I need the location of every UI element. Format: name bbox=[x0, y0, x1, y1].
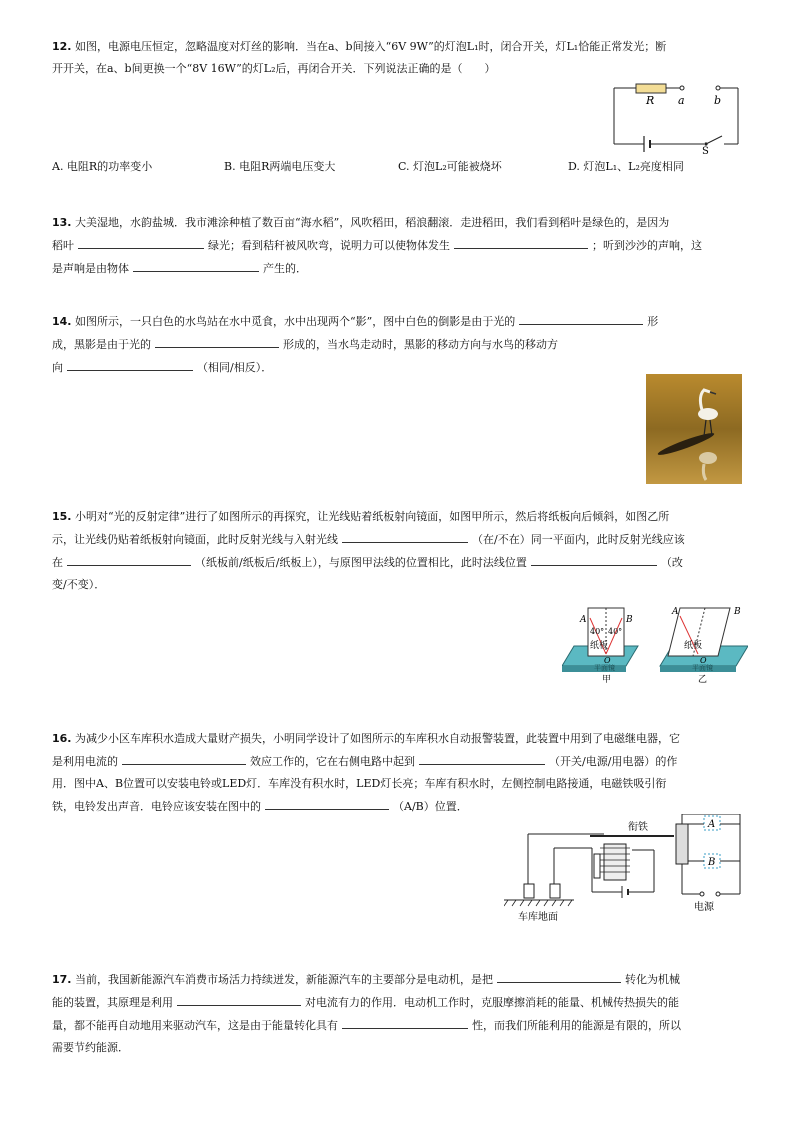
answer-blank[interactable] bbox=[177, 991, 301, 1006]
question-text: 如图所示，一只白色的水鸟站在水中觅食，水中出现两个“影”，图中白色的倒影是由于光的 bbox=[75, 315, 516, 328]
question-text: 产生的． bbox=[263, 262, 307, 275]
answer-blank[interactable] bbox=[519, 310, 643, 325]
alarm-circuit-q16 bbox=[504, 814, 748, 926]
question-16 bbox=[52, 728, 744, 818]
question-text: 稻叶 bbox=[52, 239, 74, 252]
power-label: 电源 bbox=[694, 902, 714, 913]
board-label: 纸板 bbox=[590, 641, 609, 651]
question-text: 对电流有力的作用．电动机工作时，克服摩擦消耗的能量、机械传热损失的能 bbox=[305, 996, 679, 1009]
question-number: 12. bbox=[52, 40, 72, 53]
question-text: 效应工作的，它在右侧电路中起到 bbox=[250, 755, 415, 768]
question-text: 当前，我国新能源汽车消费市场活力持续迸发，新能源汽车的主要部分是电动机，是把 bbox=[75, 973, 493, 986]
answer-blank[interactable] bbox=[122, 750, 246, 765]
label-B: B bbox=[626, 615, 633, 625]
label-A: A bbox=[580, 615, 587, 625]
answer-blank[interactable] bbox=[78, 234, 204, 249]
question-text: 大美湿地，水韵盐城．我市滩涂种植了数百亩“海水稻”，风吹稻田，稻浪翻滚．走进稻田，我们看到稻叶是绿色的，是因为 bbox=[75, 216, 670, 229]
question-text: 是利用电流的 bbox=[52, 755, 118, 768]
label-O: O bbox=[604, 656, 611, 665]
answer-blank[interactable] bbox=[342, 528, 468, 543]
question-text: 变/不变）． bbox=[52, 578, 106, 591]
question-13 bbox=[52, 212, 744, 280]
question-text: ；听到沙沙的声响，这 bbox=[592, 239, 702, 252]
question-text: 形 bbox=[647, 315, 659, 328]
question-text: 铁，电铃发出声音．电铃应该安装在图中的 bbox=[52, 800, 261, 813]
answer-blank[interactable] bbox=[265, 795, 389, 810]
label-R: R bbox=[646, 94, 655, 107]
question-text: （纸板前/纸板后/纸板上），与原图甲法线的位置相比，此时法线位置 bbox=[195, 556, 527, 569]
answer-blank[interactable] bbox=[67, 356, 193, 371]
question-17 bbox=[52, 968, 744, 1059]
label-O: O bbox=[700, 656, 707, 665]
question-text: 小明对“光的反射定律”进行了如图所示的再探究，让光线贴着纸板射向镜面，如图甲所示，然后将纸板向后倾斜，如图乙所 bbox=[75, 510, 670, 523]
question-text: 需要节约能源． bbox=[52, 1041, 129, 1054]
answer-blank[interactable] bbox=[419, 750, 545, 765]
question-text: 为减少小区车库积水造成大量财产损失，小明同学设计了如图所示的车库积水自动报警装置，此装置中用到了电磁继电器，它 bbox=[75, 732, 680, 745]
question-text: 用．图中A、B位置可以安装电铃或LED灯．车库没有积水时，LED灯长亮；车库有积水时，左侧控制电路接通，电磁铁吸引衔 bbox=[52, 777, 667, 790]
question-text: 如图，电源电压恒定，忽略温度对灯丝的影响．当在a、b间接入“6V 9W”的灯泡L₁时，闭合开关，灯L₁恰能正常发光；断 bbox=[75, 40, 667, 53]
angle-label: 40° bbox=[590, 627, 605, 636]
question-12 bbox=[52, 36, 744, 80]
answer-blank[interactable] bbox=[342, 1014, 468, 1029]
question-text: 在 bbox=[52, 556, 63, 569]
question-text: （A/B）位置． bbox=[393, 800, 468, 813]
reflection-diagram-q15 bbox=[562, 600, 748, 684]
answer-blank[interactable] bbox=[155, 333, 279, 348]
label-A: A bbox=[672, 607, 679, 617]
question-text: 绿光；看到秸秆被风吹弯，说明力可以使物体发生 bbox=[208, 239, 450, 252]
question-text: 示，让光线仍贴着纸板射向镜面，此时反射光线与入射光线 bbox=[52, 533, 338, 546]
question-number: 14. bbox=[52, 315, 72, 328]
answer-blank[interactable] bbox=[497, 968, 621, 983]
question-text: （开关/电源/用电器）的作 bbox=[549, 755, 678, 768]
answer-blank[interactable] bbox=[531, 551, 657, 566]
label-a: a bbox=[678, 94, 685, 107]
label-A: A bbox=[708, 819, 716, 830]
label-B: B bbox=[708, 857, 716, 868]
caption-jia: 甲 bbox=[602, 675, 612, 684]
question-text: （在/不在）同一平面内，此时反射光线应该 bbox=[472, 533, 685, 546]
mirror-label: 平面镜 bbox=[594, 664, 615, 672]
option-d[interactable]: D. 灯泡L₁、L₂亮度相同 bbox=[568, 160, 684, 173]
answer-blank[interactable] bbox=[454, 234, 588, 249]
floor-label: 车库地面 bbox=[518, 912, 558, 923]
question-text: （改 bbox=[660, 556, 683, 569]
question-text: 性，而我们所能利用的能源是有限的，所以 bbox=[472, 1019, 681, 1032]
question-text: 成，黑影是由于光的 bbox=[52, 338, 151, 351]
caption-yi: 乙 bbox=[698, 675, 708, 684]
question-text: （相同/相反）． bbox=[197, 361, 273, 374]
label-S: S bbox=[702, 146, 709, 154]
question-number: 13. bbox=[52, 216, 72, 229]
question-14 bbox=[52, 310, 744, 379]
option-b[interactable]: B. 电阻R两端电压变大 bbox=[224, 160, 336, 173]
bird-photo bbox=[646, 374, 742, 484]
question-15 bbox=[52, 506, 744, 596]
option-a[interactable]: A. 电阻R的功率变小 bbox=[52, 160, 153, 173]
question-number: 17. bbox=[52, 973, 72, 986]
circuit-diagram-q12 bbox=[610, 82, 746, 154]
option-c[interactable]: C. 灯泡L₂可能被烧坏 bbox=[398, 160, 502, 173]
question-number: 15. bbox=[52, 510, 72, 523]
answer-blank[interactable] bbox=[133, 257, 259, 272]
question-number: 16. bbox=[52, 732, 72, 745]
question-text: 向 bbox=[52, 361, 63, 374]
answer-blank[interactable] bbox=[67, 551, 191, 566]
question-text: 是声响是由物体 bbox=[52, 262, 129, 275]
label-b: b bbox=[714, 94, 722, 107]
question-text: 形成的，当水鸟走动时，黑影的移动方向与水鸟的移动方 bbox=[283, 338, 558, 351]
question-text: 能的装置，其原理是利用 bbox=[52, 996, 173, 1009]
mirror-label: 平面镜 bbox=[692, 664, 713, 672]
angle-label: 40° bbox=[608, 627, 623, 636]
question-text: 转化为机械 bbox=[625, 973, 680, 986]
question-text: 量，都不能再自动地用来驱动汽车，这是由于能量转化具有 bbox=[52, 1019, 338, 1032]
label-B: B bbox=[734, 607, 741, 617]
armature-label: 衔铁 bbox=[628, 822, 648, 833]
board-label: 纸板 bbox=[684, 641, 703, 651]
question-text: 开开关，在a、b间更换一个“8V 16W”的灯L₂后，再闭合开关．下列说法正确的是（ ） bbox=[52, 62, 496, 75]
